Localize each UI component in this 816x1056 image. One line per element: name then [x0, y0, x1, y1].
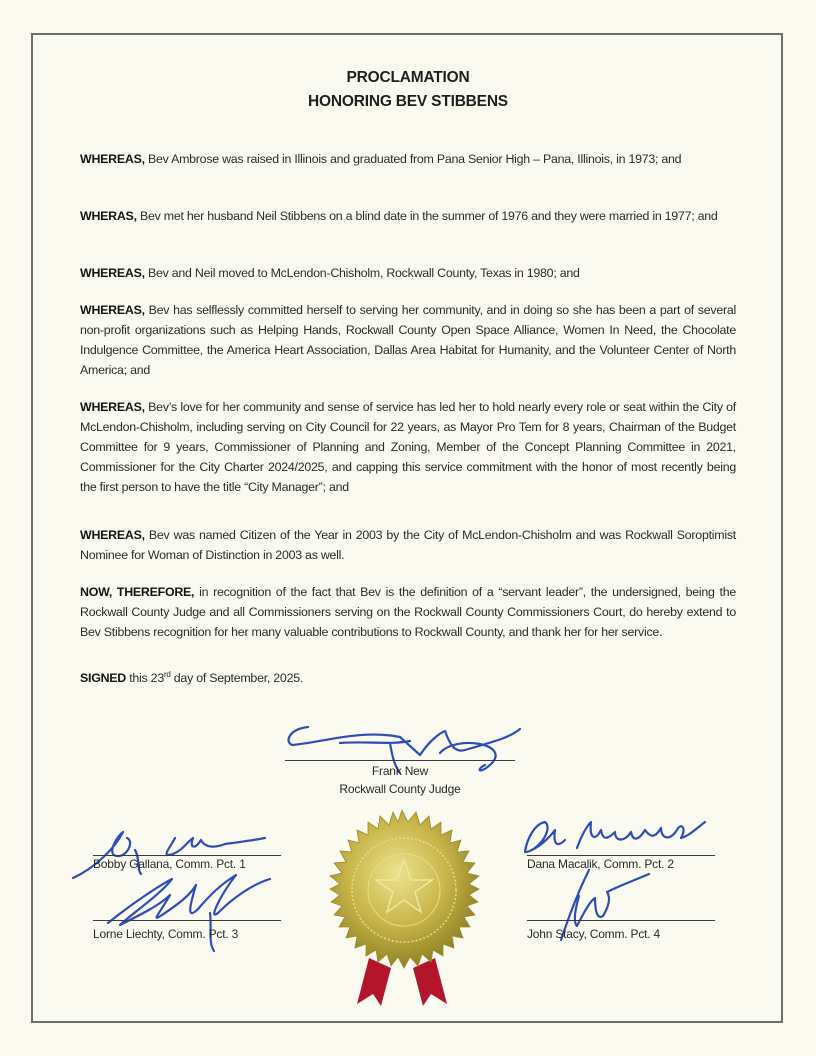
now-therefore-paragraph	[80, 582, 736, 642]
clause-text: Bev’s love for her community and sense of service has led her to hold nearly every role or seat within the City of McLendon-Chisholm, including serving on City Council for 22 years, as Mayor Pro Tem for 8 years, Chairman of the Budget Committee for 9 years, Commissioner of Planning and Zoning, Member of the Concept Planning Committee in 2021, Commissioner for the City Charter 2024/2025, and capping this service commitment with the honor of most recently being the first person to have the title “City Manager”; and	[80, 400, 736, 494]
pct2-signature-line	[527, 855, 715, 856]
clause-lead: WHERAS,	[80, 209, 137, 223]
judge-name: Frank New	[371, 764, 429, 778]
clause-lead: WHEREAS,	[80, 266, 145, 280]
clause-text: Bev met her husband Neil Stibbens on a blind date in the summer of 1976 and they were married in 1977; and	[136, 209, 718, 223]
pct1-signature-line	[93, 855, 281, 856]
signed-lead: SIGNED	[80, 671, 127, 686]
judge-signature-line	[285, 760, 515, 761]
clause-text: Bev was named Citizen of the Year in 2003 by the City of McLendon-Chisholm and was Rockwall Soroptimist Nominee for Woman of Distinction in 2003 as well.	[80, 528, 736, 562]
signed-text: this 23	[126, 671, 164, 686]
document-title: PROCLAMATION	[346, 69, 470, 86]
clause-text: Bev Ambrose was raised in Illinois and graduated from Pana Senior High – Pana, Illinois, in 1973; and	[144, 152, 682, 166]
clause-lead: WHEREAS,	[80, 400, 145, 414]
pct1-name: Bobby Gallana, Comm. Pct. 1	[93, 857, 246, 871]
pct3-signature	[100, 865, 300, 955]
whereas-paragraph-6	[80, 525, 736, 565]
clause-lead: WHEREAS,	[80, 152, 145, 166]
county-seal-icon	[307, 808, 497, 1008]
pct4-signature-line	[527, 920, 715, 921]
whereas-paragraph-2	[80, 206, 736, 226]
clause-text: in recognition of the fact that Bev is the definition of a “servant leader”, the undersigned, being the Rockwall County Judge and all Commissioners serving on the Rockwall County Commissioners Court, do hereby extend to Bev Stibbens recognition for her many valuable contributions to Rockwall County, and thank her for her service.	[80, 585, 736, 639]
document-subtitle: HONORING BEV STIBBENS	[308, 93, 508, 110]
whereas-paragraph-3	[80, 263, 736, 283]
clause-text: Bev and Neil moved to McLendon-Chisholm, Rockwall County, Texas in 1980; and	[144, 266, 580, 280]
whereas-paragraph-4	[80, 300, 736, 380]
pct4-name: John Stacy, Comm. Pct. 4	[527, 927, 661, 941]
signed-text: day of September, 2025.	[170, 671, 304, 686]
ordinal-suffix: rd	[163, 670, 171, 679]
clause-lead: NOW, THEREFORE,	[80, 585, 195, 599]
clause-text: Bev has selflessly committed herself to serving her community, and in doing so she has been a part of several non-profit organizations such as Helping Hands, Rockwall County Open Space Alliance, Women In Need, the Chocolate Indulgence Committee, the America Heart Association, Dallas Area Habitat for Humanity, and the Volunteer Center of North America; and	[80, 303, 736, 377]
pct3-name: Lorne Liechty, Comm. Pct. 3	[93, 927, 239, 941]
signed-date-line	[80, 665, 736, 688]
clause-lead: WHEREAS,	[80, 303, 145, 317]
whereas-paragraph-5	[80, 397, 736, 497]
pct2-name: Dana Macalik, Comm. Pct. 2	[527, 857, 674, 871]
whereas-paragraph-1	[80, 149, 736, 169]
clause-lead: WHEREAS,	[80, 528, 145, 542]
judge-title: Rockwall County Judge	[339, 782, 461, 796]
pct3-signature-line	[93, 920, 281, 921]
